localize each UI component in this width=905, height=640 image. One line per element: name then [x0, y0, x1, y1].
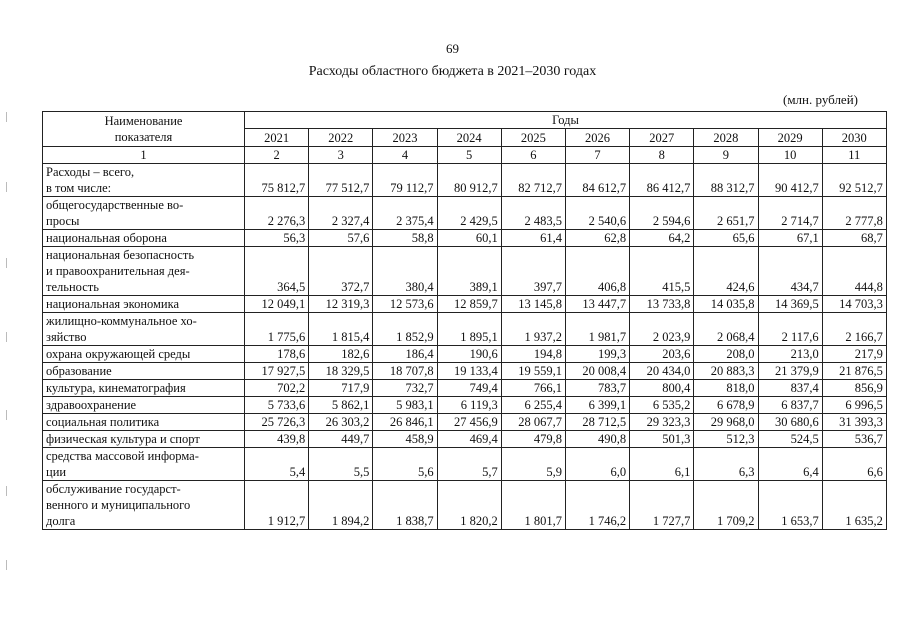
column-number: 4 [373, 147, 437, 164]
table-row [43, 431, 887, 448]
table-cell: 77 512,7 [309, 164, 373, 197]
table-cell: 19 133,4 [437, 363, 501, 380]
table-cell: 512,3 [694, 431, 758, 448]
table-cell: 449,7 [309, 431, 373, 448]
table-cell: 818,0 [694, 380, 758, 397]
table-cell: 1 727,7 [630, 481, 694, 530]
column-number: 11 [822, 147, 886, 164]
table-cell: 2 375,4 [373, 197, 437, 230]
table-cell: 469,4 [437, 431, 501, 448]
table-cell: 25 726,3 [245, 414, 309, 431]
table-cell: 1 653,7 [758, 481, 822, 530]
table-row [43, 346, 887, 363]
column-number: 7 [565, 147, 629, 164]
table-cell: 18 329,5 [309, 363, 373, 380]
row-label: национальная оборона [43, 230, 245, 247]
table-cell: 5,6 [373, 448, 437, 481]
table-cell: 28 712,5 [565, 414, 629, 431]
table-cell: 2 540,6 [565, 197, 629, 230]
table-cell: 12 049,1 [245, 296, 309, 313]
table-cell: 1 895,1 [437, 313, 501, 346]
row-label: Расходы – всего, в том числе: [43, 164, 245, 197]
row-label: здравоохранение [43, 397, 245, 414]
table-cell: 57,6 [309, 230, 373, 247]
table-cell: 199,3 [565, 346, 629, 363]
table-cell: 5,5 [309, 448, 373, 481]
row-label: национальная безопасность и правоохранительная дея- тельность [43, 247, 245, 296]
table-cell: 88 312,7 [694, 164, 758, 197]
table-cell: 479,8 [501, 431, 565, 448]
table-cell: 6,1 [630, 448, 694, 481]
table-cell: 2 327,4 [309, 197, 373, 230]
table-cell: 415,5 [630, 247, 694, 296]
table-cell: 20 883,3 [694, 363, 758, 380]
table-cell: 766,1 [501, 380, 565, 397]
table-cell: 12 319,3 [309, 296, 373, 313]
table-cell: 14 703,3 [822, 296, 886, 313]
table-cell: 17 927,5 [245, 363, 309, 380]
table-cell: 27 456,9 [437, 414, 501, 431]
table-row [43, 363, 887, 380]
table-cell: 732,7 [373, 380, 437, 397]
column-number: 5 [437, 147, 501, 164]
table-row [43, 380, 887, 397]
page-number: 69 [446, 41, 459, 56]
table-cell: 213,0 [758, 346, 822, 363]
table-cell: 6 678,9 [694, 397, 758, 414]
table-cell: 1 937,2 [501, 313, 565, 346]
table-cell: 6 996,5 [822, 397, 886, 414]
table-cell: 14 035,8 [694, 296, 758, 313]
column-number: 8 [630, 147, 694, 164]
column-number: 6 [501, 147, 565, 164]
row-label: общегосударственные во- просы [43, 197, 245, 230]
table-cell: 524,5 [758, 431, 822, 448]
column-number: 2 [245, 147, 309, 164]
table-cell: 26 303,2 [309, 414, 373, 431]
table-cell: 5,7 [437, 448, 501, 481]
table-cell: 28 067,7 [501, 414, 565, 431]
header-year: 2024 [437, 129, 501, 147]
row-label: обслуживание государст- венного и муниципального долга [43, 481, 245, 530]
header-year: 2029 [758, 129, 822, 147]
table-cell: 62,8 [565, 230, 629, 247]
table-cell: 190,6 [437, 346, 501, 363]
table-cell: 29 323,3 [630, 414, 694, 431]
row-label: средства массовой информа- ции [43, 448, 245, 481]
table-cell: 5,4 [245, 448, 309, 481]
table-cell: 2 777,8 [822, 197, 886, 230]
header-indicator-name: Наименование показателя [43, 112, 245, 147]
table-cell: 217,9 [822, 346, 886, 363]
table-cell: 68,7 [822, 230, 886, 247]
table-cell: 31 393,3 [822, 414, 886, 431]
table-cell: 406,8 [565, 247, 629, 296]
table-cell: 2 166,7 [822, 313, 886, 346]
table-cell: 501,3 [630, 431, 694, 448]
table-cell: 20 008,4 [565, 363, 629, 380]
table-cell: 6,0 [565, 448, 629, 481]
table-cell: 1 838,7 [373, 481, 437, 530]
table-cell: 2 068,4 [694, 313, 758, 346]
table-cell: 6 535,2 [630, 397, 694, 414]
header-year: 2021 [245, 129, 309, 147]
table-cell: 837,4 [758, 380, 822, 397]
table-cell: 2 276,3 [245, 197, 309, 230]
table-row [43, 313, 887, 346]
table-cell: 56,3 [245, 230, 309, 247]
table-cell: 58,8 [373, 230, 437, 247]
units-label: (млн. рублей) [783, 92, 858, 107]
table-cell: 186,4 [373, 346, 437, 363]
table-cell: 64,2 [630, 230, 694, 247]
table-cell: 86 412,7 [630, 164, 694, 197]
table-cell: 372,7 [309, 247, 373, 296]
table-cell: 1 746,2 [565, 481, 629, 530]
row-label: жилищно-коммунальное хо- зяйство [43, 313, 245, 346]
table-cell: 1 820,2 [437, 481, 501, 530]
table-cell: 444,8 [822, 247, 886, 296]
table-cell: 29 968,0 [694, 414, 758, 431]
header-year: 2026 [565, 129, 629, 147]
table-cell: 1 912,7 [245, 481, 309, 530]
row-label: социальная политика [43, 414, 245, 431]
table-cell: 14 369,5 [758, 296, 822, 313]
row-label: физическая культура и спорт [43, 431, 245, 448]
table-cell: 75 812,7 [245, 164, 309, 197]
table-cell: 1 635,2 [822, 481, 886, 530]
table-cell: 2 594,6 [630, 197, 694, 230]
header-year: 2022 [309, 129, 373, 147]
table-cell: 79 112,7 [373, 164, 437, 197]
table-cell: 1 775,6 [245, 313, 309, 346]
page-title: Расходы областного бюджета в 2021–2030 годах [308, 64, 597, 79]
table-cell: 364,5 [245, 247, 309, 296]
table-cell: 5 983,1 [373, 397, 437, 414]
table-row [43, 164, 887, 197]
table-cell: 194,8 [501, 346, 565, 363]
table-cell: 397,7 [501, 247, 565, 296]
table-cell: 182,6 [309, 346, 373, 363]
table-cell: 82 712,7 [501, 164, 565, 197]
table-cell: 12 573,6 [373, 296, 437, 313]
table-cell: 65,6 [694, 230, 758, 247]
column-number: 3 [309, 147, 373, 164]
table-cell: 424,6 [694, 247, 758, 296]
table-cell: 1 815,4 [309, 313, 373, 346]
table-cell: 30 680,6 [758, 414, 822, 431]
table-cell: 2 117,6 [758, 313, 822, 346]
table-cell: 439,8 [245, 431, 309, 448]
table-cell: 5,9 [501, 448, 565, 481]
table-cell: 6,6 [822, 448, 886, 481]
row-label: национальная экономика [43, 296, 245, 313]
table-cell: 536,7 [822, 431, 886, 448]
table-cell: 2 651,7 [694, 197, 758, 230]
header-year: 2027 [630, 129, 694, 147]
table-cell: 2 483,5 [501, 197, 565, 230]
table-cell: 18 707,8 [373, 363, 437, 380]
table-cell: 84 612,7 [565, 164, 629, 197]
table-cell: 1 801,7 [501, 481, 565, 530]
table-cell: 61,4 [501, 230, 565, 247]
table-row [43, 230, 887, 247]
table-cell: 800,4 [630, 380, 694, 397]
table-row [43, 397, 887, 414]
budget-table [42, 111, 887, 530]
table-cell: 434,7 [758, 247, 822, 296]
table-cell: 1 894,2 [309, 481, 373, 530]
table-cell: 80 912,7 [437, 164, 501, 197]
table-cell: 856,9 [822, 380, 886, 397]
table-cell: 1 981,7 [565, 313, 629, 346]
header-year: 2023 [373, 129, 437, 147]
table-cell: 749,4 [437, 380, 501, 397]
table-cell: 13 447,7 [565, 296, 629, 313]
table-cell: 67,1 [758, 230, 822, 247]
table-cell: 20 434,0 [630, 363, 694, 380]
column-number: 10 [758, 147, 822, 164]
table-cell: 5 862,1 [309, 397, 373, 414]
table-cell: 389,1 [437, 247, 501, 296]
table-cell: 60,1 [437, 230, 501, 247]
table-cell: 380,4 [373, 247, 437, 296]
table-cell: 19 559,1 [501, 363, 565, 380]
table-cell: 90 412,7 [758, 164, 822, 197]
table-row [43, 296, 887, 313]
table-row [43, 197, 887, 230]
table-cell: 203,6 [630, 346, 694, 363]
table-cell: 458,9 [373, 431, 437, 448]
table-cell: 13 733,8 [630, 296, 694, 313]
header-year: 2025 [501, 129, 565, 147]
row-label: образование [43, 363, 245, 380]
header-years: Годы [245, 112, 887, 129]
table-cell: 490,8 [565, 431, 629, 448]
table-cell: 92 512,7 [822, 164, 886, 197]
table-cell: 5 733,6 [245, 397, 309, 414]
table-cell: 702,2 [245, 380, 309, 397]
table-cell: 208,0 [694, 346, 758, 363]
table-cell: 13 145,8 [501, 296, 565, 313]
header-year: 2030 [822, 129, 886, 147]
table-cell: 2 023,9 [630, 313, 694, 346]
table-cell: 178,6 [245, 346, 309, 363]
row-label: культура, кинематография [43, 380, 245, 397]
table-cell: 21 876,5 [822, 363, 886, 380]
table-cell: 1 852,9 [373, 313, 437, 346]
row-label: охрана окружающей среды [43, 346, 245, 363]
table-cell: 6 837,7 [758, 397, 822, 414]
table-cell: 6 399,1 [565, 397, 629, 414]
table-cell: 1 709,2 [694, 481, 758, 530]
column-number: 1 [43, 147, 245, 164]
table-cell: 6 119,3 [437, 397, 501, 414]
table-cell: 26 846,1 [373, 414, 437, 431]
table-row [43, 448, 887, 481]
table-cell: 2 429,5 [437, 197, 501, 230]
table-cell: 6,4 [758, 448, 822, 481]
table-cell: 6 255,4 [501, 397, 565, 414]
table-row [43, 481, 887, 530]
table-row [43, 247, 887, 296]
table-cell: 12 859,7 [437, 296, 501, 313]
column-number: 9 [694, 147, 758, 164]
table-row [43, 414, 887, 431]
table-cell: 717,9 [309, 380, 373, 397]
table-cell: 21 379,9 [758, 363, 822, 380]
table-cell: 783,7 [565, 380, 629, 397]
table-cell: 6,3 [694, 448, 758, 481]
header-year: 2028 [694, 129, 758, 147]
table-cell: 2 714,7 [758, 197, 822, 230]
